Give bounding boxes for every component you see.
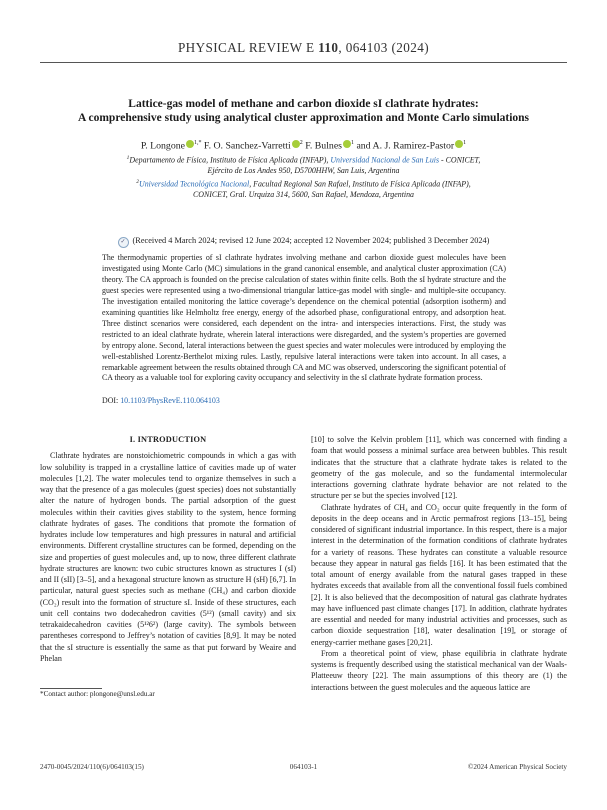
- footer-page: 064103-1: [289, 763, 318, 771]
- received-dates: [40, 236, 567, 248]
- affiliation-2-address: CONICET, Gral. Urquiza 314, 5600, San Rafael, Mendoza, Argentina: [193, 190, 414, 200]
- footnote-rule: [40, 688, 102, 689]
- author-4-mark: 1: [463, 140, 467, 146]
- journal-header: [0, 40, 607, 56]
- abstract: The thermodynamic properties of sI clathrate hydrates involving methane and carbon dioxide guest molecules have been investigated using Monte Carlo (MC) simulations in the grand canonical ensemble, and analytical cluster approximation (CA) theory. The CA approach is founded on the precise calculation of states within finite cells. Both the sI hydrate structure and the guest species were represented using a two-dimensional triangular lattice-gas model with single- and multiple-site occupancy. The investigation entailed monitoring the lattice coverage’s dependence on the chemical potential (adsorption isotherm) and examining quantities like Helmholtz free energy, energy of the adsorbed phase, configurational entropy, and adsorption heat. Three distinct scenarios were considered, each dependent on the intra- and interspecies interactions. First, the study was restricted to an ideal clathrate hydrate, wherein lateral interactions were disregarded, and the system’s properties are governed by entropy alone. Second, lateral interactions between the guest species and water molecules were introduced by employing the well-established Lorentz-Berthelot mixing rules. Lastly, repulsive lateral interactions were taken into account. In all cases, a remarkable agreement between the results obtained through CA and MC was observed, underscoring the significant potential of CA theory as a valuable tool for exploring cavity occupancy and selectivity in the sI clathrate hydrate formation process.: [102, 253, 506, 383]
- affiliation-2-link[interactable]: Universidad Tecnológica Nacional: [139, 179, 250, 189]
- author-1: P. Longone: [140, 140, 185, 152]
- author-list: [40, 140, 567, 151]
- affiliation-1-text: Departamento de Física, Instituto de Física Aplicada (INFAP),: [129, 155, 331, 165]
- affiliation-1-mark: 1: [126, 155, 130, 161]
- author-1-mark: 1,*: [193, 140, 202, 146]
- affiliation-2: [40, 177, 567, 190]
- title-line-1: Lattice-gas model of methane and carbon dioxide sI clathrate hydrates:: [128, 98, 479, 110]
- paragraph: [10] to solve the Kelvin problem [11], which was concerned with finding a foam that would possess a minimal surface area between bubbles. This result indicates that the structure that a clathrate hydrate takes is related to the geometry of the gas molecule, and so the fundamental intermolecular interactions governing clathrate hydrate behavior are not related to the structure per se but the species involved [12].: [311, 435, 567, 501]
- orcid-icon[interactable]: [343, 140, 351, 148]
- paragraph: From a theoretical point of view, phase equilibria in clathrate hydrate systems is frequently described using the statistical mechanical van der Waals-Platteeuw theory [22]. The main assumptions of this theory are (1) the interactions between the guest molecules and the aqueous lattice are: [311, 648, 567, 692]
- header-rule: [40, 62, 567, 63]
- journal-name: PHYSICAL REVIEW E: [177, 40, 315, 55]
- affiliation-1-link[interactable]: Universidad Nacional de San Luis: [330, 155, 440, 165]
- orcid-icon[interactable]: [186, 140, 194, 148]
- footer-copyright: ©2024 American Physical Society: [467, 763, 567, 771]
- affiliation-1-address: Ejército de Los Andes 950, D5700HHW, San Luis, Argentina: [207, 166, 400, 176]
- footnote-contact: *Contact author: plongone@unsl.edu.ar: [40, 690, 155, 698]
- affiliations: [40, 153, 567, 201]
- doi-link[interactable]: 10.1103/PhysRevE.110.064103: [120, 396, 220, 405]
- doi-label: DOI:: [102, 396, 121, 405]
- left-column: [40, 434, 296, 664]
- paragraph: Clathrate hydrates of CH₄ and CO₂ occur quite frequently in the form of deposits in the deep oceans and in Arctic permafrost regions [13–15], being considered of significant industrial importance. In this respect, there is a major interest in the determination of the formation conditions of clathrate hydrates for a variety of reasons. These hydrates can constitute a valuable resource because they appear in natural gas fields [16]. It has been estimated that the total amount of energy available from the natural gases trapped in these hydrates exceeds that available from all the conventional fossil fuels combined [2]. It is also believed that the decomposition of natural gas clathrate hydrates may have influenced past climate changes [17]. In addition, clathrate hydrates are essential and needed for many industrial activities and processes, such as carbon dioxide sequestration [18], water desalination [19], or storage of energy-carrier methane gases [20,21].: [311, 502, 567, 647]
- author-3: F. Bulnes: [305, 140, 342, 152]
- check-for-updates-icon[interactable]: ✓: [118, 237, 129, 248]
- doi-line: [102, 396, 220, 405]
- author-2-mark: 2: [299, 140, 303, 146]
- author-3-mark: 1: [350, 140, 354, 146]
- section-heading: I. INTRODUCTION: [129, 435, 207, 444]
- journal-article: , 064103 (2024): [338, 40, 430, 55]
- paper-title: [60, 97, 547, 125]
- journal-volume: 110: [318, 40, 339, 55]
- author-2: F. O. Sanchez-Varretti: [203, 140, 291, 152]
- title-line-2: A comprehensive study using analytical cluster approximation and Monte Carlo simulations: [77, 112, 530, 124]
- right-column: [311, 434, 567, 693]
- orcid-icon[interactable]: [292, 140, 300, 148]
- orcid-icon[interactable]: [455, 140, 463, 148]
- affiliation-2-text: , Facultad Regional San Rafael, Instituto de Física Aplicada (INFAP),: [249, 179, 471, 189]
- affiliation-2-mark: 2: [136, 178, 140, 185]
- footer-issn: 2470-0045/2024/110(6)/064103(15): [40, 763, 144, 771]
- affiliation-1-text-end: - CONICET,: [439, 155, 481, 165]
- affiliation-1: [40, 153, 567, 166]
- author-4: and A. J. Ramirez-Pastor: [356, 140, 455, 152]
- received-text: (Received 4 March 2024; revised 12 June 2024; accepted 12 November 2024; published 3 December 2024): [132, 236, 490, 245]
- paragraph: Clathrate hydrates are nonstoichiometric compounds in which a gas with low solubility is trapped in a crystalline lattice of cavities made up of water molecules [1,2]. The water molecules tend to organize themselves in such a way that the presence of a gas molecules (guest species) does not substantially alter the nature of hydrogen bonds. The partial adsorption of the guest molecules within their cavities gives stability to the system, hence forming clathrate hydrates of gases. The conditions that promote the formation of hydrates include low temperatures and high pressures in natural and artificial environments. Different crystalline structures can be formed, depending on the size and properties of guest molecules and, up to now, three different clathrate hydrate structures are known: two cubic structures known as structures I (sI) and II (sII) [3–5], and a hexagonal structure known as structure H (sH) [6,7]. In particular, natural guest species such as methane (CH₄) and carbon dioxide (CO₂) result into the formation of structure sI. Inside of these structures, each unit cell contains two dodecahedron cavities (5¹²) (small cavity) and six tetrakaidecahedron cavities (5¹²6²) (large cavity). The symbols between parentheses correspond to Jeffrey’s notation of cavities [8,9]. It may be noted that the sI structure is essentially the same as that put forward by Weaire and Phelan: [40, 451, 296, 663]
